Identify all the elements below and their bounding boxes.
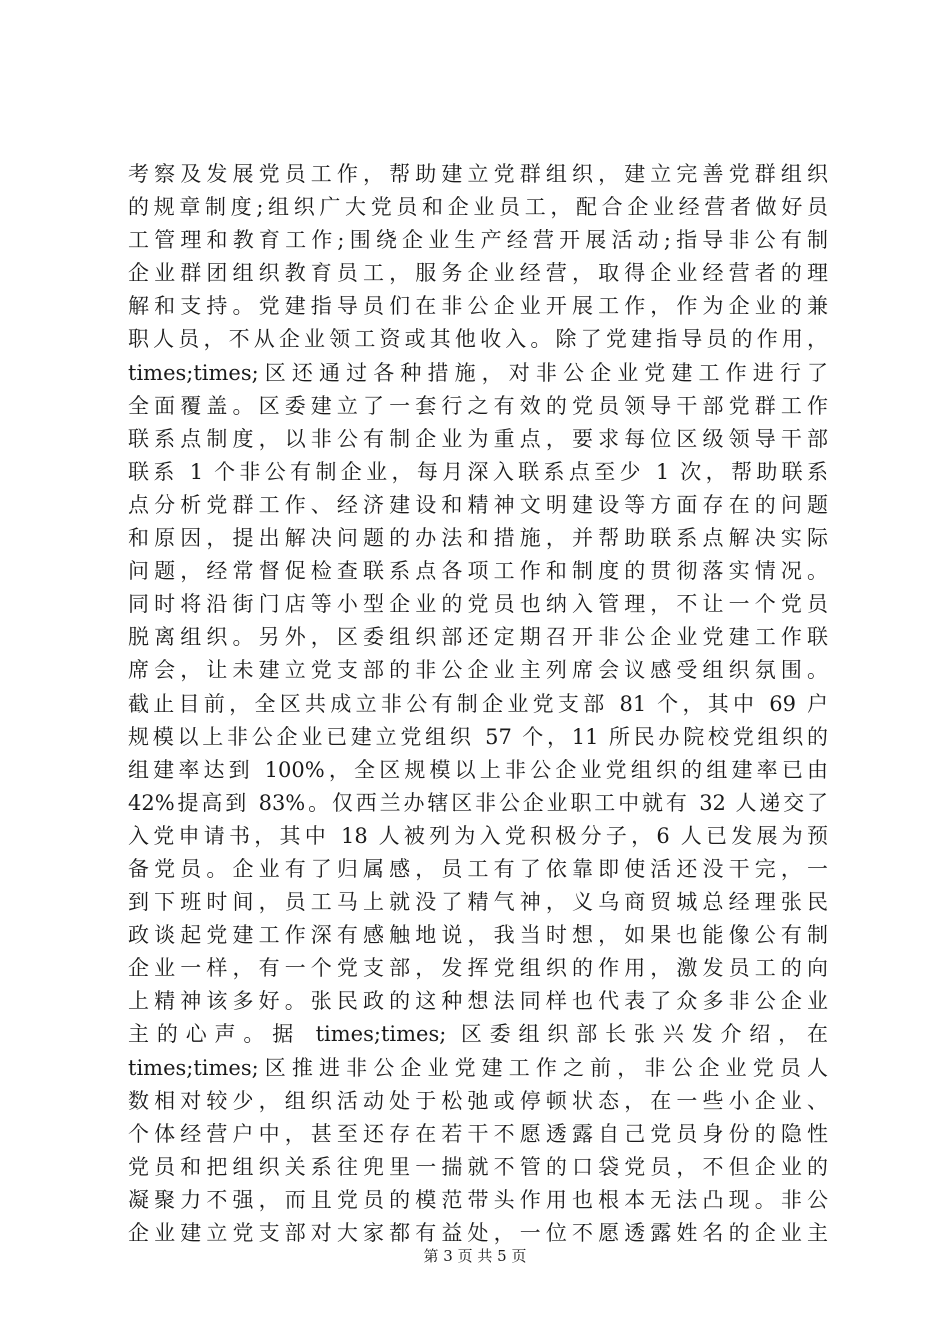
text-line: 工管理和教育工作;围绕企业生产经营开展活动;指导非公有制	[128, 228, 828, 253]
text-line: 上精神该多好。张民政的这种想法同样也代表了众多非公企业	[128, 989, 828, 1014]
text-line: 全面覆盖。区委建立了一套行之有效的党员领导干部党群工作	[128, 393, 828, 418]
text-line: 同时将沿街门店等小型企业的党员也纳入管理，不让一个党员	[128, 592, 828, 617]
text-line: 企业群团组织教育员工，服务企业经营，取得企业经营者的理	[128, 261, 828, 286]
text-line: 席会，让未建立党支部的非公企业主列席会议感受组织氛围。	[128, 658, 828, 683]
text-line: 和原因，提出解决问题的办法和措施，并帮助联系点解决实际	[128, 526, 828, 551]
text-line: 脱离组织。另外，区委组织部还定期召开非公企业党建工作联	[128, 625, 828, 650]
text-line: 规模以上非公企业已建立党组织 57 个，11 所民办院校党组织的	[128, 724, 828, 749]
text-line: 个体经营户中，甚至还存在若干不愿透露自己党员身份的隐性	[128, 1121, 828, 1146]
text-line: 企业一样，有一个党支部，发挥党组织的作用，激发员工的向	[128, 956, 828, 981]
text-line: 考察及发展党员工作，帮助建立党群组织，建立完善党群组织	[128, 162, 828, 186]
body-text	[128, 158, 828, 1250]
text-line: 政谈起党建工作深有感触地说，我当时想，如果也能像公有制	[128, 923, 828, 948]
text-line: 凝聚力不强，而且党员的模范带头作用也根本无法凸现。非公	[128, 1187, 828, 1212]
text-line: 联系 1 个非公有制企业，每月深入联系点至少 1 次，帮助联系	[128, 459, 828, 484]
text-line: 职人员，不从企业领工资或其他收入。除了党建指导员的作用，	[128, 327, 828, 352]
text-line: times;times;区还通过各种措施，对非公企业党建工作进行了	[128, 360, 828, 385]
text-line: 解和支持。党建指导员们在非公企业开展工作，作为企业的兼	[128, 294, 828, 319]
text-line: 企业建立党支部对大家都有益处，一位不愿透露姓名的企业主	[128, 1221, 828, 1245]
text-line: 组建率达到 100%，全区规模以上非公企业党组织的组建率已由	[128, 757, 828, 782]
text-line: 数相对较少，组织活动处于松弛或停顿状态，在一些小企业、	[128, 1088, 828, 1113]
text-line: 点分析党群工作、经济建设和精神文明建设等方面存在的问题	[128, 492, 828, 517]
text-line: 联系点制度，以非公有制企业为重点，要求每位区级领导干部	[128, 426, 828, 451]
text-line: 主的心声。据 times;times; 区委组织部长张兴发介绍，在	[128, 1022, 828, 1047]
text-line: 问题，经常督促检查联系点各项工作和制度的贯彻落实情况。	[128, 559, 828, 584]
text-line: 入党申请书，其中 18 人被列为入党积极分子，6 人已发展为预	[128, 823, 828, 848]
text-line: 42%提高到 83%。仅西兰办辖区非公企业职工中就有 32 人递交了	[128, 790, 828, 815]
text-line: times;times;区推进非公企业党建工作之前，非公企业党员人	[128, 1055, 828, 1080]
text-line: 截止目前，全区共成立非公有制企业党支部 81 个，其中 69 户	[128, 691, 828, 716]
text-line: 备党员。企业有了归属感，员工有了依靠即使活还没干完，一	[128, 856, 828, 881]
text-line: 党员和把组织关系往兜里一揣就不管的口袋党员，不但企业的	[128, 1154, 828, 1179]
page-footer: 第 3 页 共 5 页	[423, 1247, 527, 1265]
text-line: 到下班时间，员工马上就没了精气神，义乌商贸城总经理张民	[128, 890, 828, 915]
text-line: 的规章制度;组织广大党员和企业员工，配合企业经营者做好员	[128, 195, 828, 220]
